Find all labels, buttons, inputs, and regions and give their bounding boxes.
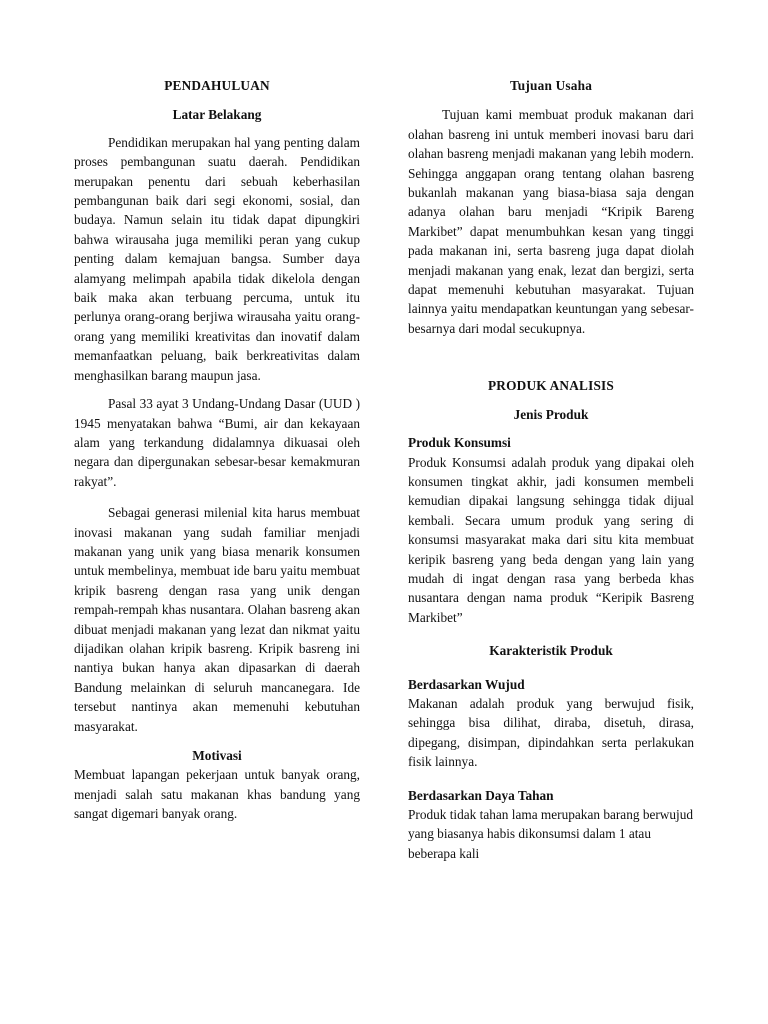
- paragraph-berdasarkan-daya-tahan: Produk tidak tahan lama merupakan barang berwujud yang biasanya habis dikonsumsi dalam 1 atau beberapa kali: [408, 807, 694, 861]
- subheading-motivasi: Motivasi: [192, 748, 242, 763]
- left-column: [74, 76, 360, 824]
- heading-produk-konsumsi: Produk Konsumsi: [408, 435, 511, 451]
- paragraph-latar-belakang-2: Pasal 33 ayat 3 Undang-Undang Dasar (UUD ) 1945 menyatakan bahwa “Bumi, air dan kekayaan alam yang terkandung didalamnya dikuasai oleh negara dan dipergunakan sebesar-besar kemakmuran rakyat”.: [74, 396, 360, 489]
- right-column: [408, 76, 694, 863]
- section-title-pendahuluan: PENDAHULUAN: [164, 78, 270, 93]
- paragraph-berdasarkan-wujud: Makanan adalah produk yang berwujud fisik, sehingga bisa dilihat, diraba, disetuh, dirasa, dipegang, disimpan, dipindahkan serta perlakukan fisik lainnya.: [408, 695, 694, 770]
- subheading-tujuan-usaha: Tujuan Usaha: [509, 78, 593, 93]
- subheading-jenis-produk: Jenis Produk: [513, 406, 589, 422]
- heading-berdasarkan-wujud: Berdasarkan Wujud: [408, 676, 525, 692]
- paragraph-latar-belakang-3: Sebagai generasi milenial kita harus membuat inovasi makanan yang sudah familiar menjadi makanan yang unik yang biasa menarik konsumen untuk membelinya, membuat ide baru yaitu membuat kripik basreng dengan rasa yang unik dengan rempah-rempah khas nusantara. Olahan basreng akan dibuat menjadi makanan yang lezat dan nikmat yaitu dijadikan olahan kripik basreng. Kripik basreng ini nantiya bukan hanya akan dipasarkan di daerah Bandung melainkan di seluruh mancanegara. Ide tersebut nantinya akan memenuhi kebutuhan masyarakat.: [74, 505, 360, 734]
- subheading-karakteristik-produk: Karakteristik Produk: [489, 643, 613, 659]
- subheading-latar-belakang: Latar Belakang: [172, 107, 262, 123]
- paragraph-tujuan-usaha: Tujuan kami membuat produk makanan dari olahan basreng ini untuk memberi inovasi baru dari olahan basreng menjadi makanan yang lebih modern. Sehingga anggapan orang tentang olahan basreng bukanlah makanan yang biasa-biasa saja dengan adanya olahan baru menjadi “Kripik Bareng Markibet” dapat menumbuhkan kesan yang tinggi pada makanan ini, serta basreng juga dapat diolah menjadi makanan yang enak, lezat dan bergizi, serta dapat memenuhi kebutuhan masyarakat. Tujuan lainnya yaitu mendapatkan keuntungan yang sebesar-besarnya dari modal secukupnya.: [408, 107, 694, 336]
- section-title-produk-analisis: PRODUK ANALISIS: [487, 378, 615, 394]
- heading-berdasarkan-daya-tahan: Berdasarkan Daya Tahan: [408, 787, 554, 803]
- paragraph-latar-belakang-1: Pendidikan merupakan hal yang penting dalam proses pembangunan suatu daerah. Pendidikan merupakan penentu dari sebuah keberhasilan pembangunan baik dari segi ekonomi, sosial, dan budaya. Namun selain itu tidak dapat dipungkiri bahwa wirausaha juga memiliki peran yang cukup penting dalam kemajuan bangsa. Sumber daya alamyang melimpah apabila tidak dikelola dengan baik maka akan terbuang percuma, untuk itu perlunya orang-orang berjiwa wirausaha yaitu orang-orang yang memiliki kreativitas dan inovatif dalam memanfaatkan peluang, baik berkreativitas dalam menghasilkan barang maupun jasa.: [74, 134, 360, 383]
- paragraph-produk-konsumsi: Produk Konsumsi adalah produk yang dipakai oleh konsumen tingkat akhir, jadi konsumen membeli kemudian dipakai langsung sehingga tidak dijual kembali. Secara umum produk yang sering di konsumsi masyarakat maka dari situ kita membuat keripik basreng yang beda dengan yang lain yang mudah di ingat dengan rasa yang berbeda khas nusantara dengan nama produk “Keripik Basreng Markibet”: [408, 454, 694, 625]
- paragraph-motivasi: Membuat lapangan pekerjaan untuk banyak orang, menjadi salah satu makanan khas bandung yang sangat digemari banyak orang.: [74, 767, 360, 822]
